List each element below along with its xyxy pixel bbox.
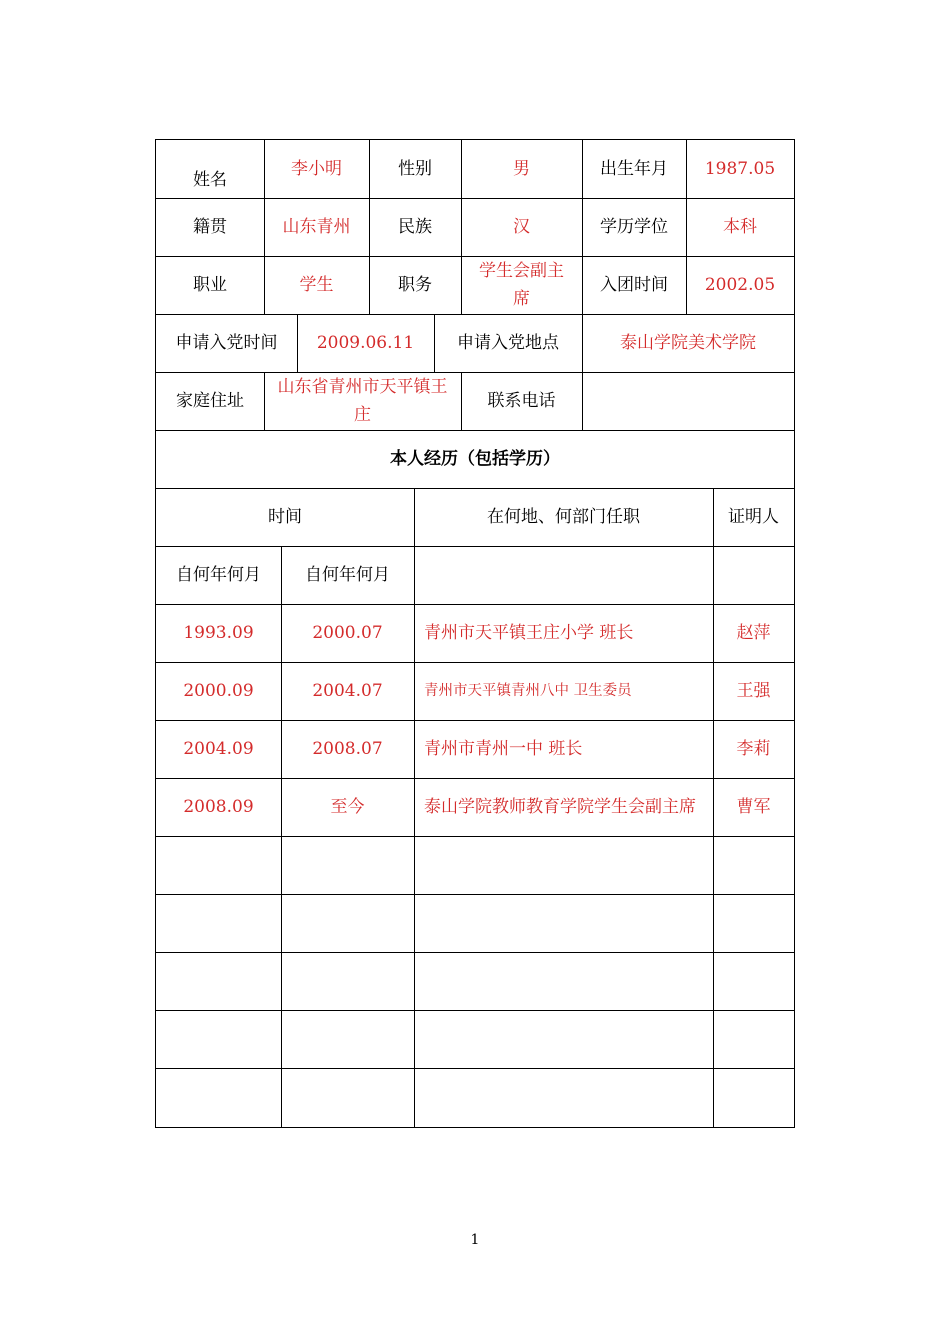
apply-place-value: 泰山学院美术学院 — [582, 314, 795, 373]
empty-cell — [414, 894, 714, 953]
post-label: 职务 — [369, 256, 462, 315]
experience-to-header: 自何年何月 — [281, 546, 415, 605]
edu-label: 学历学位 — [582, 198, 687, 257]
apply-time-label: 申请入党时间 — [156, 314, 298, 373]
table-row-to: 2004.07 — [281, 662, 415, 721]
table-row-from: 1993.09 — [156, 604, 282, 663]
table-row-place: 泰山学院教师教育学院学生会副主席 — [414, 778, 714, 837]
address-label: 家庭住址 — [156, 372, 265, 431]
empty-cell — [713, 1010, 795, 1069]
empty-cell — [281, 836, 415, 895]
ethnic-value: 汉 — [461, 198, 583, 257]
birth-value: 1987.05 — [686, 140, 795, 199]
post-value: 学生会副主席 — [461, 256, 583, 315]
edu-value: 本科 — [686, 198, 795, 257]
job-value: 学生 — [264, 256, 370, 315]
birth-label: 出生年月 — [582, 140, 687, 199]
experience-sub-empty — [713, 546, 795, 605]
table-row-to: 2008.07 — [281, 720, 415, 779]
empty-cell — [156, 894, 282, 953]
league-value: 2002.05 — [686, 256, 795, 315]
experience-section-title: 本人经历（包括学历） — [156, 430, 795, 489]
experience-place-header: 在何地、何部门任职 — [414, 488, 714, 547]
table-row-from: 2004.09 — [156, 720, 282, 779]
league-label: 入团时间 — [582, 256, 687, 315]
experience-witness-header: 证明人 — [713, 488, 795, 547]
phone-label: 联系电话 — [461, 372, 583, 431]
job-label: 职业 — [156, 256, 265, 315]
page-number: 1 — [470, 1232, 480, 1248]
empty-cell — [414, 1010, 714, 1069]
apply-place-label: 申请入党地点 — [434, 314, 583, 373]
native-label: 籍贯 — [156, 198, 265, 257]
table-row-witness: 李莉 — [713, 720, 795, 779]
ethnic-label: 民族 — [369, 198, 462, 257]
address-value: 山东省青州市天平镇王庄 — [264, 372, 462, 431]
table-row-witness: 赵萍 — [713, 604, 795, 663]
table-row-to: 2000.07 — [281, 604, 415, 663]
empty-cell — [281, 952, 415, 1011]
experience-sub-empty — [414, 546, 714, 605]
empty-cell — [156, 1010, 282, 1069]
empty-cell — [713, 1068, 795, 1128]
empty-cell — [713, 952, 795, 1011]
empty-cell — [281, 1010, 415, 1069]
empty-cell — [156, 1068, 282, 1128]
table-row-place: 青州市天平镇王庄小学 班长 — [414, 604, 714, 663]
table-row-place: 青州市青州一中 班长 — [414, 720, 714, 779]
empty-cell — [281, 1068, 415, 1128]
empty-cell — [414, 836, 714, 895]
empty-cell — [414, 1068, 714, 1128]
empty-cell — [156, 836, 282, 895]
table-row-witness: 王强 — [713, 662, 795, 721]
table-row-place: 青州市天平镇青州八中 卫生委员 — [414, 662, 714, 721]
table-row-to: 至今 — [281, 778, 415, 837]
table-row-from: 2008.09 — [156, 778, 282, 837]
table-row-witness: 曹军 — [713, 778, 795, 837]
table-row-from: 2000.09 — [156, 662, 282, 721]
native-value: 山东青州 — [264, 198, 370, 257]
empty-cell — [281, 894, 415, 953]
empty-cell — [156, 952, 282, 1011]
experience-from-header: 自何年何月 — [156, 546, 282, 605]
phone-value — [582, 372, 795, 431]
empty-cell — [713, 836, 795, 895]
apply-time-value: 2009.06.11 — [297, 314, 435, 373]
name-value: 李小明 — [264, 140, 370, 199]
application-form-table — [155, 139, 795, 1128]
gender-label: 性别 — [369, 140, 462, 199]
empty-cell — [713, 894, 795, 953]
experience-time-header: 时间 — [156, 488, 415, 547]
empty-cell — [414, 952, 714, 1011]
name-label: 姓名 — [156, 140, 265, 199]
gender-value: 男 — [461, 140, 583, 199]
